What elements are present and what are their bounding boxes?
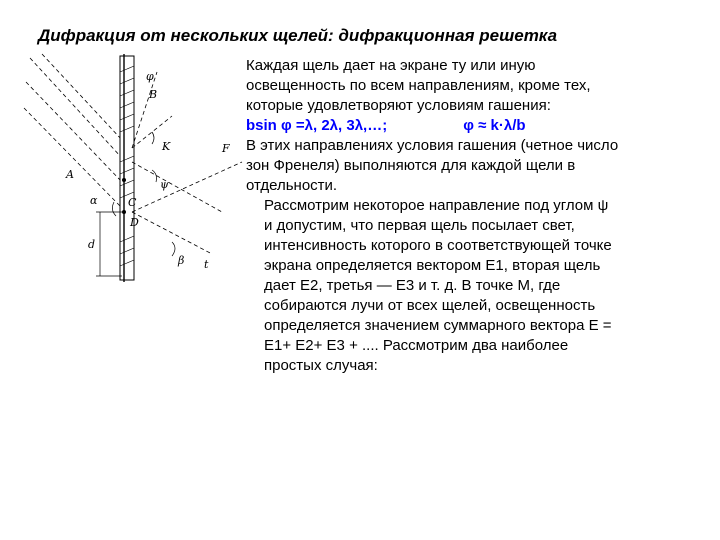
text-line: простых случая: <box>264 357 378 374</box>
text-line: определяется значением суммарного вектора Е = <box>264 317 612 334</box>
label-D: D <box>130 216 139 229</box>
text-line: экрана определяется вектором Е1, вторая щель <box>264 257 601 274</box>
grating-plate <box>120 56 134 280</box>
label-phi: φ <box>146 70 154 83</box>
label-K: K <box>162 140 171 153</box>
label-C: C <box>128 196 137 209</box>
text-line: и допустим, что первая щель посылает свет, <box>264 217 575 234</box>
label-B: B <box>149 88 158 101</box>
text-line: Каждая щель дает на экране ту или иную <box>246 57 536 74</box>
text-line: дает Е2, третья — Е3 и т. д. В точке М, где <box>264 277 561 294</box>
label-d: d <box>88 238 96 251</box>
text-line: зон Френеля) выполняются для каждой щели в <box>246 157 576 174</box>
formula-approx: φ ≈ k·λ/b <box>463 117 526 134</box>
slit-distance-d <box>96 212 122 276</box>
text-line: интенсивность которого в соответствующей точке <box>264 237 612 254</box>
label-alpha: α <box>90 194 98 207</box>
label-F: F <box>222 142 230 155</box>
label-psi: ψ <box>160 178 169 191</box>
text-line: отдельности. <box>246 177 338 194</box>
label-t: t <box>204 258 209 271</box>
text-line: собираются лучи от всех щелей, освещенность <box>264 297 596 314</box>
incident-rays <box>24 54 122 208</box>
text-line: которые удовлетворяют условиям гашения: <box>246 97 551 114</box>
slide-title: Дифракция от нескольких щелей: дифракционная решетка <box>38 26 558 45</box>
text-line: Е1+ Е2+ Е3 + .... Рассмотрим два наиболее <box>264 337 569 354</box>
slide-body <box>246 56 706 376</box>
text-line: освещенность по всем направлениям, кроме тех, <box>246 77 591 94</box>
grating-diagram <box>22 52 244 284</box>
text-line: В этих направлениях условия гашения (четное число <box>246 137 619 154</box>
formula-condition: bsin φ =λ, 2λ, 3λ,…; <box>246 117 388 134</box>
label-beta: β <box>178 254 185 267</box>
text-line: Рассмотрим некоторое направление под углом ψ <box>264 197 609 214</box>
extinction-formula <box>246 116 706 136</box>
label-A: A <box>66 168 74 181</box>
